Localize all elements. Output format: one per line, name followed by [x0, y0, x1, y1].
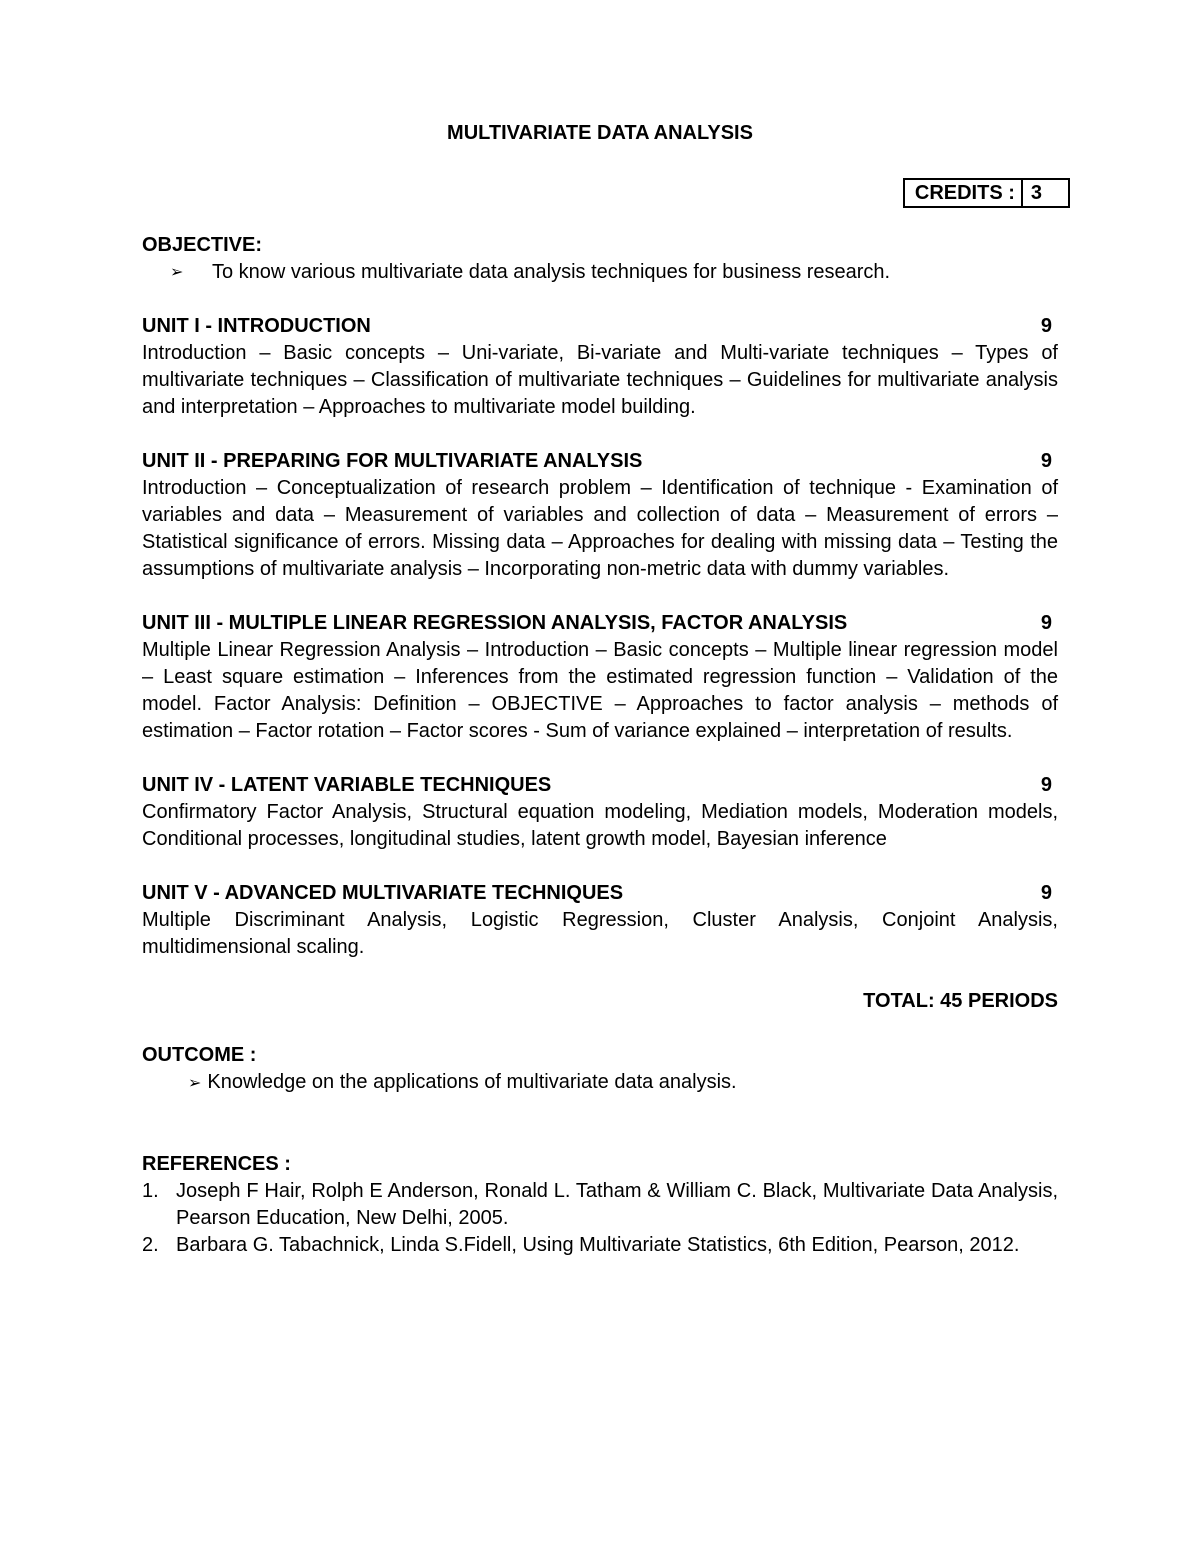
reference-item — [142, 1178, 1058, 1232]
unit-heading — [142, 772, 1058, 799]
unit-body: Introduction – Basic concepts – Uni-variate, Bi-variate and Multi-variate techniques – Types of multivariate techniques – Classification of multivariate techniques – Guidelines for multivariate analysis and interpretation – Approaches to multivariate model building. — [142, 342, 1058, 418]
unit-heading — [142, 880, 1058, 907]
unit-heading — [142, 448, 1058, 475]
unit-body: Multiple Linear Regression Analysis – Introduction – Basic concepts – Multiple linear regression model – Least square estimation – Inferences from the estimated regression function – Validation of the model. Factor Analysis: Definition – OBJECTIVE – Approaches to factor analysis – methods of estimation – Factor rotation – Factor scores - Sum of variance explained – interpretation of results. — [142, 639, 1058, 742]
unit-2 — [142, 448, 1058, 583]
syllabus-page — [142, 120, 1058, 1259]
unit-4 — [142, 772, 1058, 853]
reference-number: 1. — [142, 1180, 159, 1202]
unit-3 — [142, 610, 1058, 745]
unit-hours: 9 — [1040, 450, 1052, 472]
credits-value: 3 — [1030, 182, 1042, 204]
page-title: MULTIVARIATE DATA ANALYSIS — [447, 122, 753, 144]
reference-number: 2. — [142, 1234, 159, 1256]
credits-label: CREDITS : — [905, 180, 1023, 206]
unit-hours: 9 — [1040, 315, 1052, 337]
outcome-heading: OUTCOME : — [142, 1044, 257, 1066]
references-heading: REFERENCES : — [142, 1153, 291, 1175]
reference-text: Barbara G. Tabachnick, Linda S.Fidell, Using Multivariate Statistics, 6th Edition, Pearson, 2012. — [176, 1234, 1020, 1256]
outcome-section — [142, 1042, 1058, 1097]
outcome-item — [142, 1069, 1058, 1097]
credits-box — [903, 178, 1070, 208]
unit-body: Multiple Discriminant Analysis, Logistic Regression, Cluster Analysis, Conjoint Analysis, multidimensional scaling. — [142, 909, 1058, 958]
reference-text: Joseph F Hair, Rolph E Anderson, Ronald L. Tatham & William C. Black, Multivariate Data Analysis, Pearson Education, New Delhi, 2005. — [176, 1180, 1058, 1229]
reference-item — [142, 1232, 1058, 1259]
unit-title: UNIT II - PREPARING FOR MULTIVARIATE ANALYSIS — [142, 450, 643, 472]
unit-title: UNIT I - INTRODUCTION — [142, 315, 371, 337]
credits-row — [142, 178, 1058, 208]
unit-body: Confirmatory Factor Analysis, Structural equation modeling, Mediation models, Moderation models, Conditional processes, longitudinal studies, latent growth model, Bayesian inference — [142, 801, 1058, 850]
unit-hours: 9 — [1040, 882, 1052, 904]
total-periods: TOTAL: 45 PERIODS — [863, 990, 1058, 1012]
objective-item-text: To know various multivariate data analysis techniques for business research. — [212, 261, 891, 283]
unit-title: UNIT V - ADVANCED MULTIVARIATE TECHNIQUES — [142, 882, 624, 904]
arrow-bullet-icon: ➢ — [188, 1075, 202, 1092]
unit-1 — [142, 313, 1058, 421]
arrow-bullet-icon: ➢ — [170, 264, 184, 281]
unit-body: Introduction – Conceptualization of research problem – Identification of technique - Examination of variables and data – Measurement of variables and collection of data – Measurement of errors – Statistical significance of errors. Missing data – Approaches for dealing with missing data – Testing the assumptions of multivariate analysis – Incorporating non-metric data with dummy variables. — [142, 477, 1058, 580]
unit-heading — [142, 313, 1058, 340]
unit-heading — [142, 610, 1058, 637]
unit-hours: 9 — [1040, 774, 1052, 796]
outcome-item-text: Knowledge on the applications of multivariate data analysis. — [207, 1071, 737, 1093]
unit-title: UNIT III - MULTIPLE LINEAR REGRESSION ANALYSIS, FACTOR ANALYSIS — [142, 612, 848, 634]
unit-title: UNIT IV - LATENT VARIABLE TECHNIQUES — [142, 774, 552, 796]
objective-section — [142, 232, 1058, 286]
objective-heading: OBJECTIVE: — [142, 234, 263, 256]
unit-5 — [142, 880, 1058, 961]
references-section — [142, 1151, 1058, 1259]
unit-hours: 9 — [1040, 612, 1052, 634]
objective-item — [142, 259, 1058, 286]
